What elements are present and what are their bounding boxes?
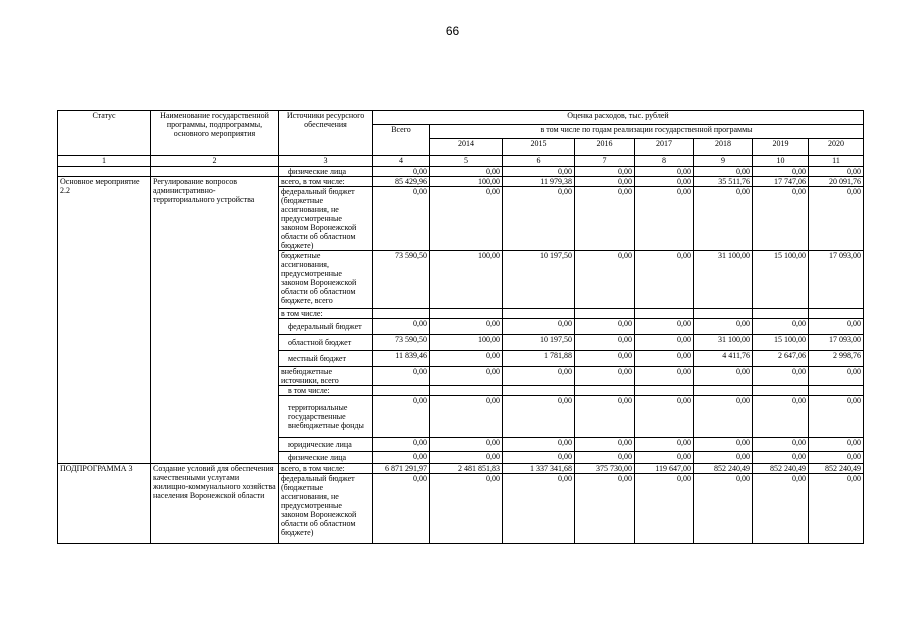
value-2017: 0,00 [635,335,694,351]
value-2017: 0,00 [635,438,694,452]
value-2017: 0,00 [635,167,694,177]
value-2019: 0,00 [753,474,809,544]
value-2018: 31 100,00 [694,251,753,309]
value-2020 [809,386,864,396]
value-2018: 0,00 [694,167,753,177]
col-number: 2 [151,156,279,167]
value-2015: 0,00 [503,187,575,251]
value-2020: 0,00 [809,187,864,251]
value-2014: 0,00 [430,351,503,367]
value-2020: 17 093,00 [809,251,864,309]
header-year: 2019 [753,139,809,156]
source-cell: всего, в том числе: [279,464,373,474]
value-2016: 0,00 [575,452,635,464]
value-2019: 0,00 [753,367,809,386]
value-2014: 100,00 [430,177,503,187]
value-2015 [503,386,575,396]
value-2017: 0,00 [635,396,694,438]
header-year: 2018 [694,139,753,156]
value-2014: 0,00 [430,474,503,544]
value-2017: 0,00 [635,351,694,367]
column-number-row [58,156,864,167]
value-2019 [753,309,809,319]
value-2017: 0,00 [635,474,694,544]
value-total: 11 839,46 [373,351,430,367]
value-total: 0,00 [373,367,430,386]
col-number: 11 [809,156,864,167]
col-number: 8 [635,156,694,167]
value-2018: 0,00 [694,367,753,386]
value-2020: 17 093,00 [809,335,864,351]
source-cell: всего, в том числе: [279,177,373,187]
value-2018 [694,309,753,319]
value-2015: 10 197,50 [503,251,575,309]
col-number: 6 [503,156,575,167]
value-total: 73 590,50 [373,335,430,351]
source-cell: территориальные государственные внебюджетные фонды [279,396,373,438]
value-2016: 0,00 [575,187,635,251]
value-2019: 0,00 [753,452,809,464]
value-2017: 0,00 [635,187,694,251]
value-2020: 852 240,49 [809,464,864,474]
value-2016: 0,00 [575,251,635,309]
value-2019: 0,00 [753,187,809,251]
source-cell: юридические лица [279,438,373,452]
value-2020: 0,00 [809,167,864,177]
value-2019: 0,00 [753,319,809,335]
source-cell: федеральный бюджет (бюджетные ассигнования, не предусмотренные законом Воронежской области об областном бюджете) [279,187,373,251]
value-2018: 0,00 [694,319,753,335]
value-2019: 852 240,49 [753,464,809,474]
value-2017: 0,00 [635,251,694,309]
source-cell: в том числе: [279,386,373,396]
value-2016: 0,00 [575,367,635,386]
header-name: Наименование государственной программы, подпрограммы, основного мероприятия [151,111,279,156]
value-2016: 0,00 [575,177,635,187]
value-total: 6 871 291,97 [373,464,430,474]
value-2014: 0,00 [430,367,503,386]
value-2016: 0,00 [575,167,635,177]
header-year: 2020 [809,139,864,156]
value-2020 [809,309,864,319]
value-2019: 17 747,06 [753,177,809,187]
value-2014: 0,00 [430,187,503,251]
value-2014: 0,00 [430,167,503,177]
value-2020: 0,00 [809,319,864,335]
table-row [58,177,864,187]
value-2020: 20 091,76 [809,177,864,187]
budget-table [57,110,864,544]
header-year: 2017 [635,139,694,156]
value-2016: 0,00 [575,396,635,438]
col-number: 7 [575,156,635,167]
value-2014: 2 481 851,83 [430,464,503,474]
value-2016: 0,00 [575,319,635,335]
value-2016: 0,00 [575,335,635,351]
value-2014 [430,386,503,396]
value-2017 [635,309,694,319]
value-2017: 119 647,00 [635,464,694,474]
header-year: 2015 [503,139,575,156]
table-row [58,167,864,177]
value-2020: 0,00 [809,438,864,452]
value-2019: 2 647,06 [753,351,809,367]
value-2015: 1 337 341,68 [503,464,575,474]
name-cell: Создание условий для обеспечения качественными услугами жилищно-коммунального хозяйства населения Воронежской области [151,464,279,544]
source-cell: федеральный бюджет [279,319,373,335]
value-total [373,309,430,319]
value-2018: 0,00 [694,396,753,438]
value-2018: 0,00 [694,474,753,544]
value-total: 0,00 [373,187,430,251]
value-2015: 11 979,38 [503,177,575,187]
value-2020: 0,00 [809,367,864,386]
value-2018: 0,00 [694,187,753,251]
value-2018: 0,00 [694,452,753,464]
value-total: 0,00 [373,474,430,544]
value-2019: 15 100,00 [753,251,809,309]
value-2014: 100,00 [430,251,503,309]
value-2015: 1 781,88 [503,351,575,367]
col-number: 5 [430,156,503,167]
source-cell: местный бюджет [279,351,373,367]
source-cell: в том числе: [279,309,373,319]
value-2015: 10 197,50 [503,335,575,351]
value-2015: 0,00 [503,396,575,438]
source-cell: физические лица [279,452,373,464]
value-2015 [503,309,575,319]
value-2015: 0,00 [503,167,575,177]
value-total: 0,00 [373,396,430,438]
header-by-years: в том числе по годам реализации государственной программы [430,125,864,139]
value-2015: 0,00 [503,474,575,544]
value-2018: 852 240,49 [694,464,753,474]
status-cell [58,167,151,177]
value-2019: 15 100,00 [753,335,809,351]
value-2014: 0,00 [430,319,503,335]
value-2016: 0,00 [575,474,635,544]
value-2014 [430,309,503,319]
value-2019: 0,00 [753,396,809,438]
source-cell: внебюджетные источники, всего [279,367,373,386]
value-total: 0,00 [373,319,430,335]
source-cell: федеральный бюджет (бюджетные ассигнования, не предусмотренные законом Воронежской области об областном бюджете) [279,474,373,544]
header-estimate: Оценка расходов, тыс. рублей [373,111,864,125]
value-2015: 0,00 [503,452,575,464]
col-number: 1 [58,156,151,167]
value-2020: 0,00 [809,396,864,438]
value-2017 [635,386,694,396]
value-2016: 0,00 [575,351,635,367]
value-2018: 0,00 [694,438,753,452]
value-2018: 35 511,76 [694,177,753,187]
name-cell [151,167,279,177]
header-source: Источники ресурсного обеспечения [279,111,373,156]
value-2016 [575,386,635,396]
status-cell: ПОДПРОГРАММА 3 [58,464,151,544]
value-2016: 375 730,00 [575,464,635,474]
name-cell: Регулирование вопросов административно-территориального устройства [151,177,279,464]
value-total: 73 590,50 [373,251,430,309]
value-2015: 0,00 [503,367,575,386]
value-2019: 0,00 [753,167,809,177]
value-2020: 0,00 [809,452,864,464]
value-2020: 2 998,76 [809,351,864,367]
status-cell: Основное мероприятие 2.2 [58,177,151,464]
value-2015: 0,00 [503,319,575,335]
value-total: 0,00 [373,438,430,452]
header-total: Всего [373,125,430,156]
value-2018: 31 100,00 [694,335,753,351]
value-2015: 0,00 [503,438,575,452]
value-2017: 0,00 [635,452,694,464]
value-2017: 0,00 [635,177,694,187]
source-cell: областной бюджет [279,335,373,351]
value-total: 0,00 [373,167,430,177]
value-total: 85 429,96 [373,177,430,187]
header-year: 2016 [575,139,635,156]
value-2017: 0,00 [635,367,694,386]
col-number: 3 [279,156,373,167]
header-status: Статус [58,111,151,156]
col-number: 10 [753,156,809,167]
value-2018 [694,386,753,396]
value-2019: 0,00 [753,438,809,452]
source-cell: бюджетные ассигнования, предусмотренные законом Воронежской области об областном бюджете, всего [279,251,373,309]
value-2017: 0,00 [635,319,694,335]
value-2014: 0,00 [430,396,503,438]
value-2019 [753,386,809,396]
value-total: 0,00 [373,452,430,464]
col-number: 4 [373,156,430,167]
page-number: 66 [445,24,460,38]
value-2014: 100,00 [430,335,503,351]
col-number: 9 [694,156,753,167]
value-2014: 0,00 [430,452,503,464]
value-2014: 0,00 [430,438,503,452]
value-total [373,386,430,396]
header-row-1 [58,111,864,125]
value-2016: 0,00 [575,438,635,452]
table-row [58,464,864,474]
source-cell: физические лица [279,167,373,177]
value-2016 [575,309,635,319]
value-2018: 4 411,76 [694,351,753,367]
value-2020: 0,00 [809,474,864,544]
header-year: 2014 [430,139,503,156]
